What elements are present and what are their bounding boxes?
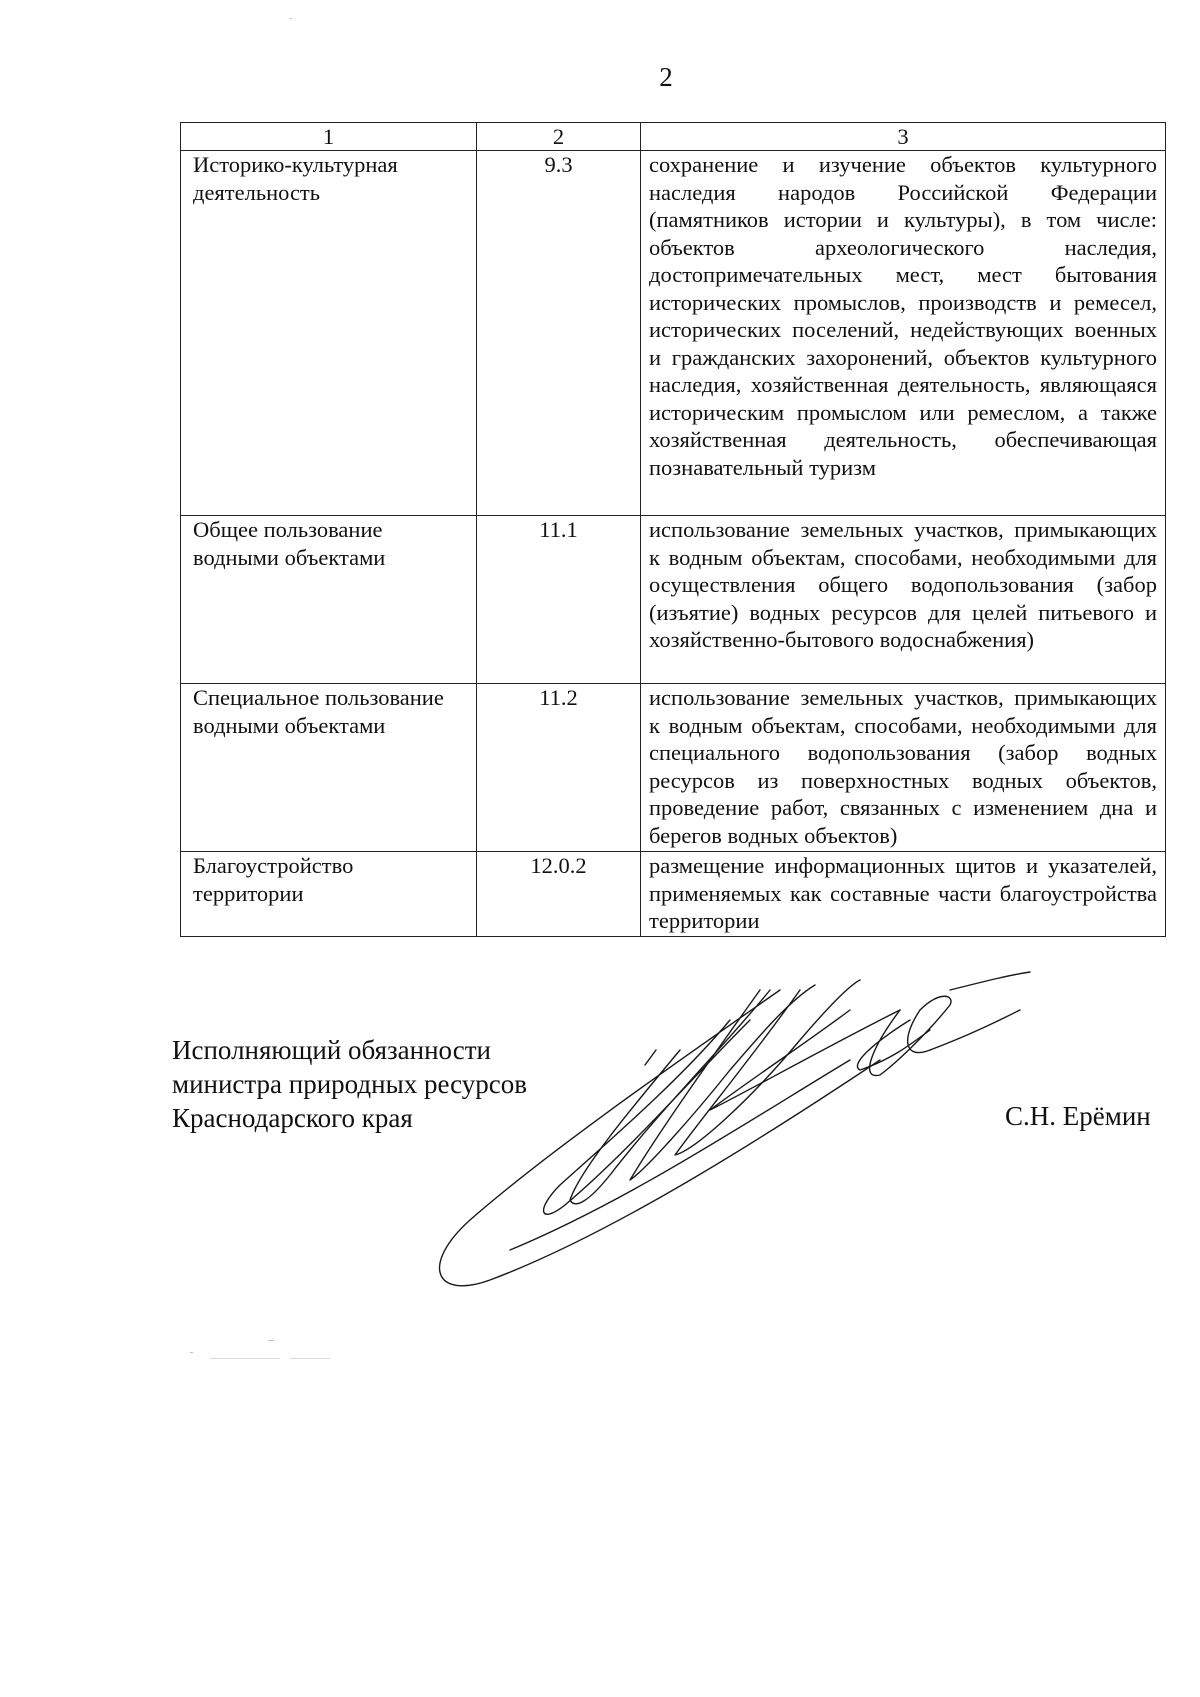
- table-row: [181, 151, 1166, 516]
- land-use-description: сохранение и изучение объектов культурного наследия народов Российской Федерации (памятников истории и культуры), в том числе: объектов археологического наследия, достопримечательных мест, мест бытования исторических промыслов, производств и ремесел, исторических поселений, недействующих военных и гражданских захоронений, объектов культурного наследия, хозяйственная деятельность, являющаяся историческим промыслом или ремеслом, а также хозяйственная деятельность, обеспечивающая познавательный туризм: [641, 151, 1166, 516]
- land-use-code: 11.2: [477, 684, 641, 852]
- table-row: [181, 684, 1166, 852]
- signatory-position-line: Краснодарского края: [172, 1103, 413, 1133]
- table-header-row: [181, 123, 1166, 151]
- table-row: [181, 516, 1166, 684]
- land-use-table: [180, 122, 1166, 937]
- scan-speck: [290, 18, 292, 19]
- land-use-name: Специальное пользование водными объектами: [181, 684, 477, 852]
- page-number: 2: [659, 62, 673, 92]
- table-row: [181, 852, 1166, 937]
- signatory-name: С.Н. Ерёмин: [1005, 1101, 1151, 1131]
- scan-speck: [268, 1340, 274, 1341]
- signatory-position-line: Исполняющий обязанности: [172, 1035, 491, 1065]
- land-use-description: использование земельных участков, примыкающих к водным объектам, способами, необходимыми для осуществления общего водопользования (забор (изъятие) водных ресурсов для целей питьевого и хозяйственно-бытового водоснабжения): [641, 516, 1166, 684]
- land-use-name: Общее пользование водными объектами: [181, 516, 477, 684]
- signatory-position-line: министра природных ресурсов: [172, 1069, 527, 1099]
- column-header-1: 1: [181, 123, 477, 151]
- land-use-code: 12.0.2: [477, 852, 641, 937]
- land-use-name: Историко-культурная деятельность: [181, 151, 477, 516]
- land-use-description: использование земельных участков, примыкающих к водным объектам, способами, необходимыми для специального водопользования (забор водных ресурсов из поверхностных водных объектов, проведение работ, связанных с изменением дна и берегов водных объектов): [641, 684, 1166, 852]
- scan-speck: [190, 1352, 193, 1353]
- column-header-3: 3: [641, 123, 1166, 151]
- land-use-name: Благоустройство территории: [181, 852, 477, 937]
- column-header-2: 2: [477, 123, 641, 151]
- land-use-code: 9.3: [477, 151, 641, 516]
- land-use-code: 11.1: [477, 516, 641, 684]
- scan-speck: [290, 1358, 330, 1359]
- handwritten-signature: [430, 950, 1130, 1330]
- land-use-description: размещение информационных щитов и указателей, применяемых как составные части благоустройства территории: [641, 852, 1166, 937]
- scan-speck: [210, 1358, 280, 1359]
